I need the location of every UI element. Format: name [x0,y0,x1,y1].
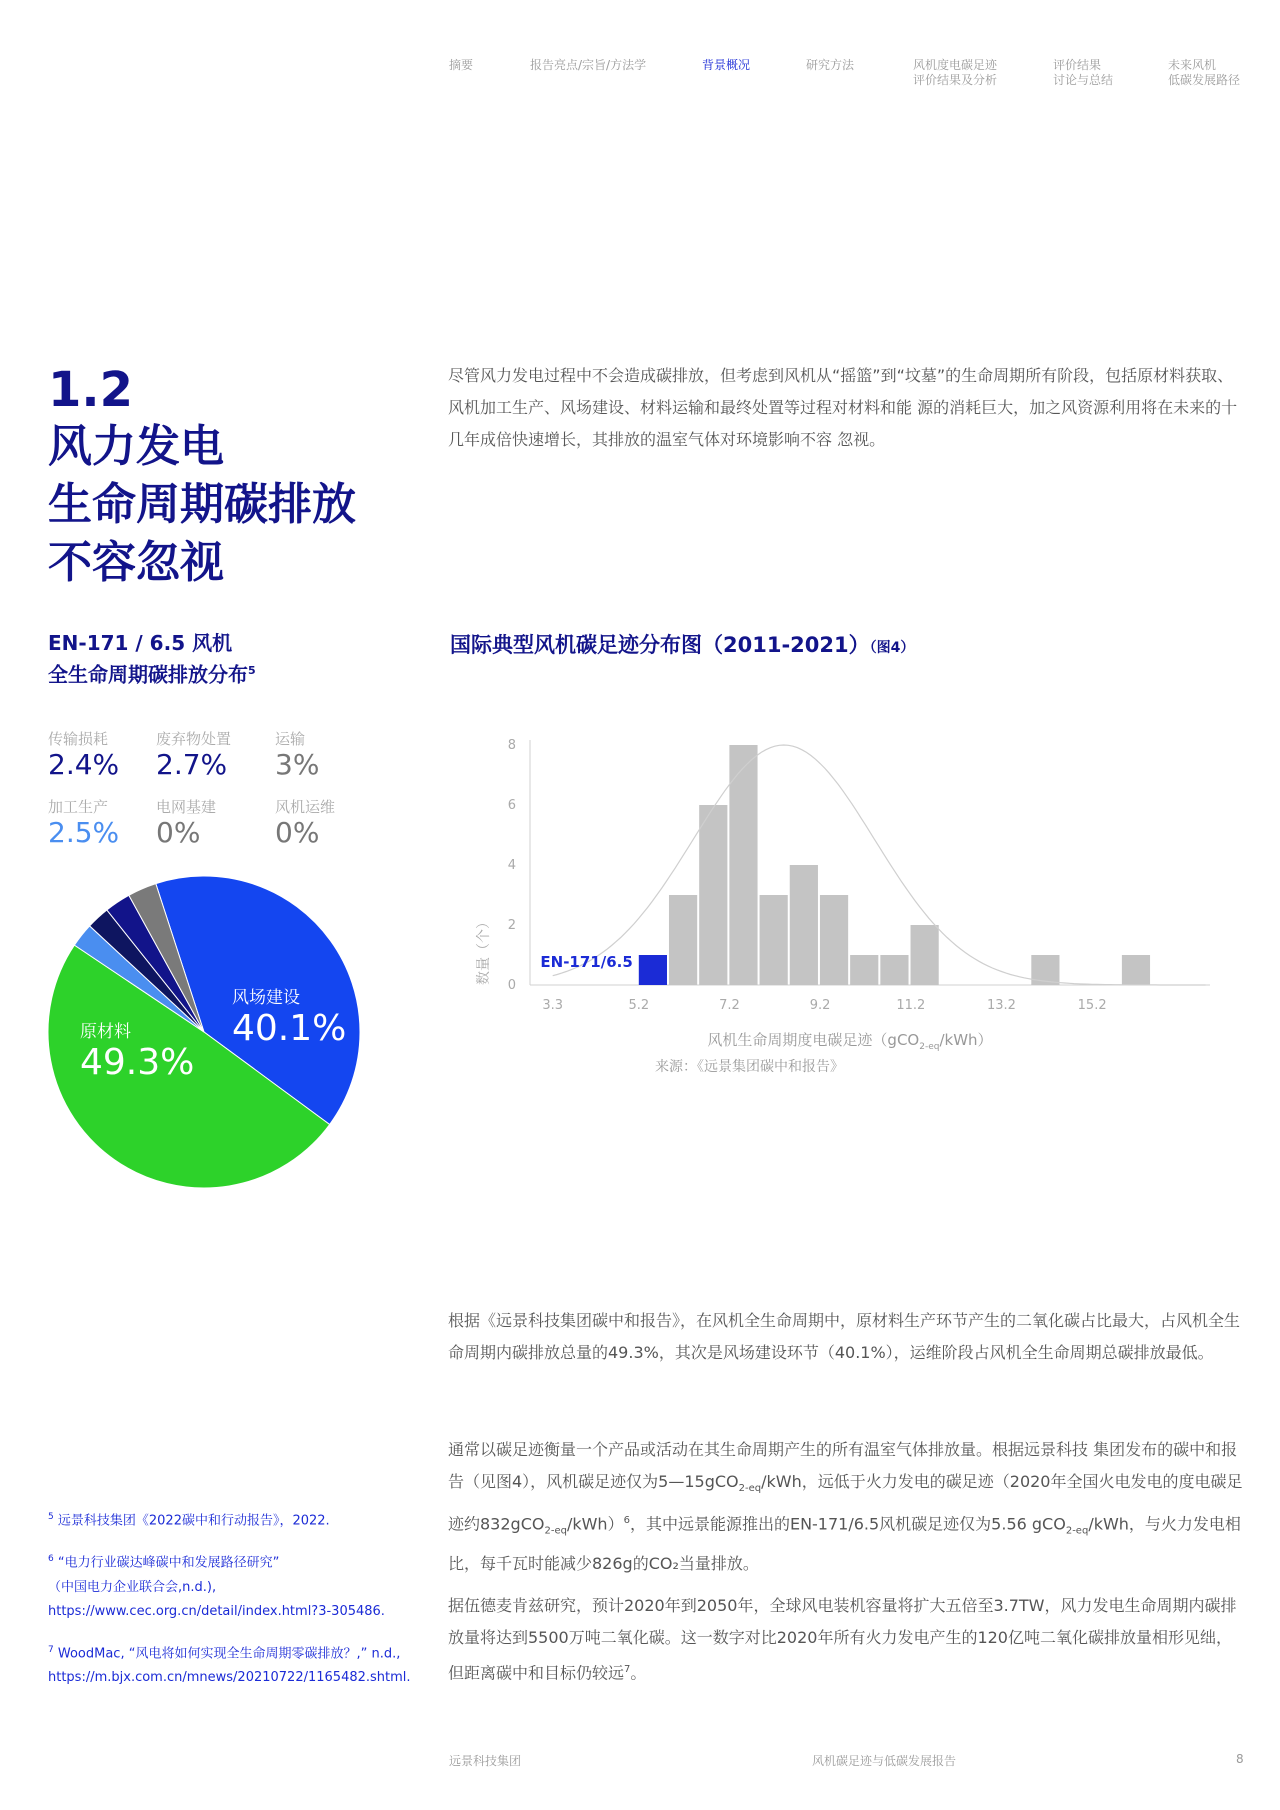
footnotes [48,1505,428,1704]
footnote-link[interactable]: https://m.bjx.com.cn/mnews/20210722/1165482.shtml. [48,1669,411,1685]
distribution-curve [553,745,1206,985]
x-tick-label: 13.2 [986,998,1016,1013]
pie-label-raw-materials [80,1022,194,1084]
stat-value: 0% [275,816,320,849]
histogram-bar [729,745,757,985]
x-axis-label: 风机生命周期度电碳足迹（gCO$_{2-eq}$/kWh） [707,1031,993,1052]
footnote-text: “电力行业碳达峰碳中和发展路径研究” [57,1555,280,1571]
pie-label-site-construction [232,988,346,1050]
stat-value: 3% [275,748,320,781]
highlight-label: EN-171/6.5 [540,953,633,971]
x-tick-label: 7.2 [719,998,740,1013]
x-tick-label: 15.2 [1077,998,1107,1013]
footnote-5 [48,1505,428,1533]
subscript: 2-eq [544,1525,567,1537]
text-segment: 。 [630,1663,647,1683]
x-tick-label: 11.2 [896,998,926,1013]
body-paragraph-3 [448,1590,1244,1689]
nav-item-future-path[interactable]: 未来风机 低碳发展路径 [1168,58,1241,87]
footnote-number: 6 [48,1554,54,1565]
x-tick-label: 3.3 [542,998,564,1013]
chart-source: 来源：《远景集团碳中和报告》 [655,1059,844,1075]
stat-waste-disposal [156,730,266,782]
histogram-bar [1122,955,1150,985]
footnote-link[interactable]: https://www.cec.org.cn/detail/index.html?3-305486. [48,1603,385,1619]
x-tick-label: 5.2 [628,998,650,1013]
histogram-bar [1031,955,1059,985]
y-axis-label: 数量（个） [476,915,492,985]
y-tick-label: 4 [507,858,516,873]
stat-label: 废弃物处置 [156,730,232,748]
stat-value: 2.5% [48,816,120,849]
y-tick-label: 6 [507,798,516,813]
pie-chart-title [48,630,388,689]
stat-maintenance [275,798,385,850]
histogram-bar [911,925,939,985]
footnote-text: 远景科技集团《2022碳中和行动报告》，2022. [57,1513,330,1529]
footnote-ref-7[interactable]: 7 [624,1664,631,1675]
text-segment: /kWh） [566,1514,624,1534]
footer-report-title: 风机碳足迹与低碳发展报告 [812,1754,957,1768]
text-segment: 通常以碳足迹衡量一个产品或活动在其生命周期产生的所有温室气体排放量。根据远景科技 集团发布的碳中和报告（见图4），风机碳足迹仅为5—15gCO [448,1440,1238,1491]
footnote-6 [48,1547,428,1623]
intro-paragraph: 尽管风力发电过程中不会造成碳排放，但考虑到风机从“摇篮”到“坟墓”的生命周期所有阶段，包括原材料获取、风机加工生产、风场建设、材料运输和最终处置等过程对材料和能 源的消耗巨大，加之风资源利用将在未来的十几年成倍快速增长，其排放的温室气体对环境影响不容 忽视。 [448,366,1238,449]
body-paragraph-1: 根据《远景科技集团碳中和报告》，在风机全生命周期中，原材料生产环节产生的二氧化碳占比最大，占风机全生命周期内碳排放总量的49.3%，其次是风场建设环节（40.1%），运维阶段占风机全生命周期总碳排放最低。 [448,1311,1241,1362]
pie-label-name: 风场建设 [232,988,300,1008]
histogram-bar [760,895,788,985]
footnote-text: （中国电力企业联合会,n.d.), [48,1579,217,1595]
footnote-ref-5[interactable]: 5 [248,664,256,677]
stat-transport [275,730,385,782]
histogram-title-main: 国际典型风机碳足迹分布图（2011-2021） [450,633,870,657]
pie-label-name: 原材料 [80,1022,131,1042]
stat-label: 电网基建 [156,798,217,816]
stat-label: 风机运维 [275,798,336,816]
section-title-line-3: 不容忽视 [48,537,224,588]
stat-value: 2.4% [48,748,120,781]
nav-item-highlights[interactable]: 报告亮点/宗旨/方法学 [530,58,647,72]
stat-value: 2.7% [156,748,228,781]
subscript: 2-eq [1065,1525,1089,1537]
x-tick-label: 9.2 [809,998,831,1013]
figure-number: （图4） [869,640,915,656]
nav-item-results[interactable]: 风机度电碳足迹 评价结果及分析 [913,58,998,87]
pie-label-value: 49.3% [80,1042,195,1083]
nav-item-methods[interactable]: 研究方法 [806,58,855,72]
footer-org: 远景科技集团 [449,1754,522,1768]
subscript: 2-eq [738,1483,762,1495]
nav-item-background[interactable]: 背景概况 [702,58,751,72]
stat-processing [48,798,158,850]
footnote-7 [48,1638,428,1690]
pie-title-line-1: EN-171 / 6.5 风机 [48,631,233,655]
text-segment: 据伍德麦肯兹研究，预计2020年到2050年，全球风电装机容量将扩大五倍至3.7TW，风力发电生命周期内碳排放量将达到5500万吨二氧化碳。这一数字对比2020年所有火力发电产生的120亿吨二氧化碳排放量相形见绌，但距离碳中和目标仍较远 [448,1596,1237,1683]
histogram-bar [699,805,727,985]
page-number: 8 [1236,1752,1244,1766]
stat-transmission-loss [48,730,158,782]
histogram-bar-highlight [639,955,667,985]
pie-chart [44,872,364,1192]
histogram-chart [470,720,1230,1160]
section-heading [48,362,408,592]
top-navigation [0,58,1280,98]
section-title-line-2: 生命周期碳排放 [48,479,356,530]
footnote-ref-6[interactable]: 6 [623,1515,630,1527]
footnote-text: WoodMac, “风电将如何实现全生命周期零碳排放？,” n.d., [57,1645,401,1661]
histogram-svg [470,720,1230,1160]
section-title-line-1: 风力发电 [48,421,224,472]
pie-label-value: 40.1% [232,1008,347,1049]
pie-title-line-2: 全生命周期碳排放分布 [48,662,248,687]
histogram-bar [790,865,818,985]
text-segment: /kWh，远低于火力发电的碳足迹（2020年全国火电发电的度电碳足迹约832gCO [448,1472,1243,1534]
stat-value: 0% [156,816,201,849]
histogram-bar [669,895,697,985]
nav-item-discussion[interactable]: 评价结果 讨论与总结 [1053,58,1114,87]
histogram-bar [850,955,878,985]
y-tick-label: 2 [507,918,516,933]
footnote-number: 7 [48,1644,54,1655]
stat-label: 传输损耗 [48,730,109,748]
stat-grid-infrastructure [156,798,266,850]
y-tick-label: 8 [507,738,516,753]
histogram-bar [820,895,848,985]
histogram-bar [880,955,908,985]
stat-label: 运输 [275,730,306,748]
body-paragraph-2 [448,1434,1244,1580]
y-tick-label: 0 [507,978,516,993]
section-number: 1.2 [48,362,134,418]
footnote-number: 5 [48,1512,54,1522]
nav-item-summary[interactable]: 摘要 [449,58,474,72]
text-segment: ，其中远景能源推出的EN-171/6.5风机碳足迹仅为5.56 gCO [629,1514,1066,1534]
text-segment: /kWh，与火力发电相比，每千瓦时能减少826g的CO₂当量排放。 [448,1514,1241,1573]
emission-stats [48,730,388,870]
histogram-title [450,630,1230,663]
stat-label: 加工生产 [48,798,109,816]
